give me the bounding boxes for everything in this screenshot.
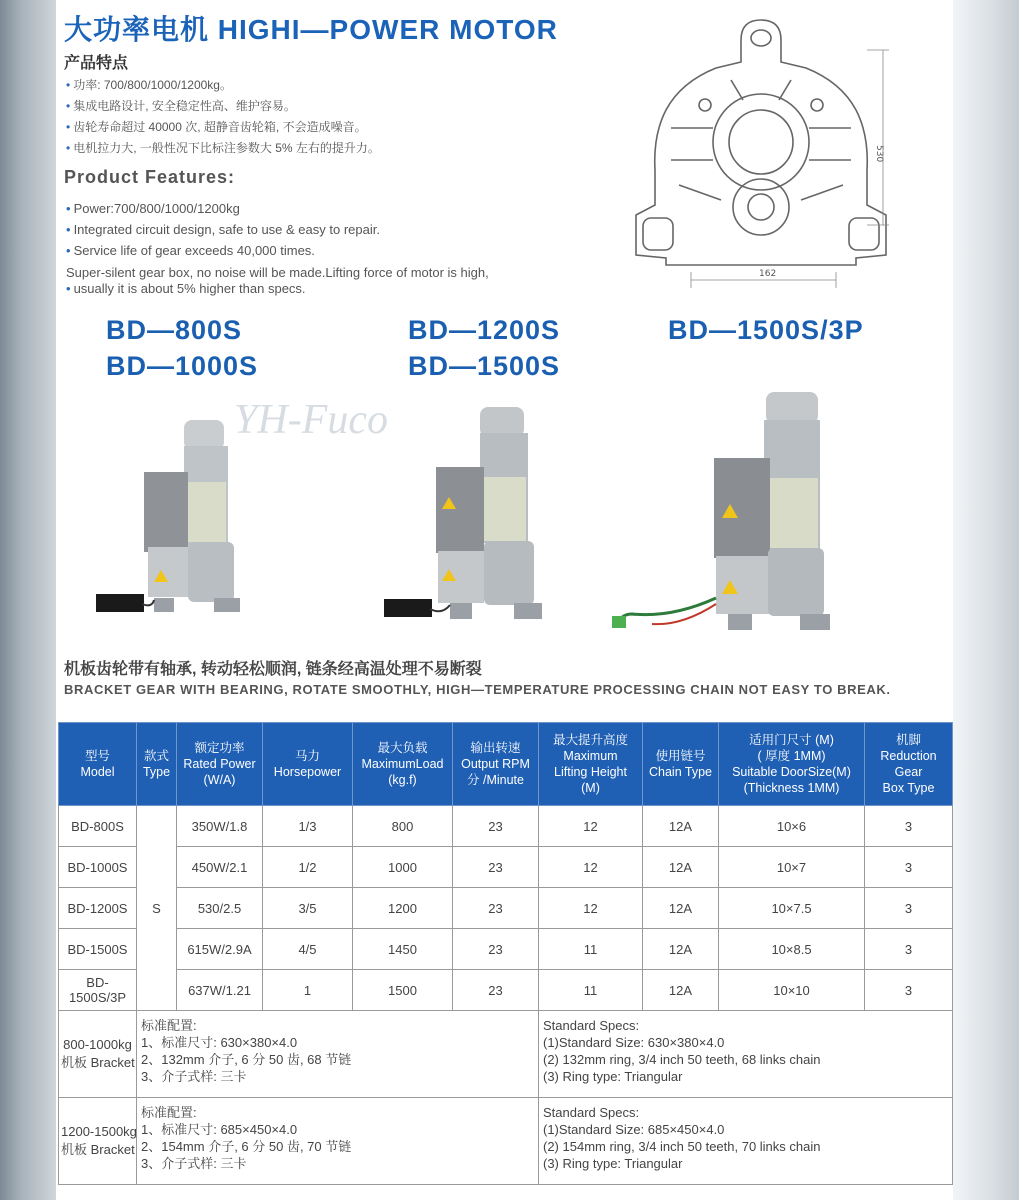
features-cn-heading: 产品特点: [64, 55, 129, 72]
list-item-line: • usually it is about 5% higher than specs.: [66, 281, 306, 296]
cell-rpm: 23: [453, 888, 539, 929]
spec-table: [58, 722, 953, 1185]
cell-height: 12: [539, 847, 643, 888]
table-row: [59, 806, 953, 847]
cell-load: 1500: [353, 970, 453, 1011]
page-edge-left: [0, 0, 56, 1200]
model-label-group3: BD—1500S/3P: [668, 315, 864, 345]
bracket-spec-en: Standard Specs: (1)Standard Size: 630×380×4.0 (2) 132mm ring, 3/4 inch 50 teeth, 68 links chain (3) Ring type: Triangular: [539, 1011, 953, 1098]
list-item: • 电机拉力大, 一般性况下比标注参数大 5% 左右的提升力。: [66, 141, 380, 155]
bracket-label: 800-1000kg 机板 Bracket: [59, 1011, 137, 1098]
header-output-rpm: 输出转速 Output RPM 分 /Minute: [453, 723, 539, 806]
bracket-spec-row: [59, 1098, 953, 1185]
drawing-bottom-circle: [733, 179, 789, 235]
cell-height: 12: [539, 806, 643, 847]
bullet-icon: •: [66, 78, 71, 92]
drawing-hole-left: [699, 99, 711, 111]
cell-hp: 4/5: [263, 929, 353, 970]
bracket-spec-cn: 标准配置: 1、标准尺寸: 685×450×4.0 2、154mm 介子, 6 分 50 齿, 70 节链 3、介子式样: 三卡: [137, 1098, 539, 1185]
bullet-icon: •: [66, 281, 71, 296]
cell-power: 350W/1.8: [177, 806, 263, 847]
drawing-hole-right: [811, 99, 823, 111]
cell-model: BD-800S: [59, 806, 137, 847]
cell-height: 12: [539, 888, 643, 929]
bracket-spec-en: Standard Specs: (1)Standard Size: 685×450×4.0 (2) 154mm ring, 3/4 inch 50 teeth, 70 links chain (3) Ring type: Triangular: [539, 1098, 953, 1185]
list-item-line: Super-silent gear box, no noise will be made.Lifting force of motor is high,: [66, 265, 489, 280]
cell-power: 530/2.5: [177, 888, 263, 929]
cell-type: S: [137, 806, 177, 1011]
cell-door: 10×6: [719, 806, 865, 847]
bullet-icon: •: [66, 222, 71, 237]
cell-hp: 3/5: [263, 888, 353, 929]
cell-door: 10×8.5: [719, 929, 865, 970]
cell-model: BD- 1500S/3P: [59, 970, 137, 1011]
catalog-page: [56, 0, 953, 1200]
cell-gear: 3: [865, 888, 953, 929]
page-edge-right: [953, 0, 1019, 1200]
header-horsepower: 马力 Horsepower: [263, 723, 353, 806]
motor-photo-bd1200s: [380, 405, 580, 633]
cell-model: BD-1200S: [59, 888, 137, 929]
cell-hp: 1/2: [263, 847, 353, 888]
list-item: • 功率: 700/800/1000/1200kg。: [66, 78, 232, 92]
cell-hp: 1: [263, 970, 353, 1011]
cell-chain: 12A: [643, 888, 719, 929]
motor-housing-drawing: [631, 10, 891, 300]
bullet-icon: •: [66, 243, 71, 258]
drawing-rib-top: [731, 80, 791, 100]
header-lifting-height: 最大提升高度 Maximum Lifting Height (M): [539, 723, 643, 806]
caption-cn: 机板齿轮带有轴承, 转动轻松顺润, 链条经高温处理不易断裂: [64, 661, 482, 678]
table-row: [59, 847, 953, 888]
cell-gear: 3: [865, 970, 953, 1011]
cell-door: 10×7.5: [719, 888, 865, 929]
cell-rpm: 23: [453, 929, 539, 970]
table-row: [59, 929, 953, 970]
cell-power: 450W/2.1: [177, 847, 263, 888]
cell-model: BD-1000S: [59, 847, 137, 888]
bullet-icon: •: [66, 141, 71, 155]
watermark: YH-Fuco: [234, 397, 388, 443]
header-max-load: 最大负载 MaximumLoad (kg.f): [353, 723, 453, 806]
model-label-group2: BD—1200S BD—1500S: [408, 315, 561, 381]
header-rated-power: 额定功率 Rated Power (W/A): [177, 723, 263, 806]
cell-door: 10×7: [719, 847, 865, 888]
table-header-row: [59, 723, 953, 806]
dim-height-label: 530: [874, 145, 884, 163]
cell-height: 11: [539, 929, 643, 970]
bullet-icon: •: [66, 201, 71, 216]
list-item: • Integrated circuit design, safe to use & easy to repair.: [66, 222, 380, 237]
motor-photo-bd1500s3p: [612, 388, 842, 636]
bullet-icon: •: [66, 99, 71, 113]
list-item: [66, 265, 596, 297]
drawing-main-circle: [713, 94, 809, 190]
cell-height: 11: [539, 970, 643, 1011]
caption-en: BRACKET GEAR WITH BEARING, ROTATE SMOOTHLY, HIGH—TEMPERATURE PROCESSING CHAIN NOT EASY TO BREAK.: [64, 682, 891, 697]
bracket-spec-row: [59, 1011, 953, 1098]
bracket-label: 1200-1500kg 机板 Bracket: [59, 1098, 137, 1185]
cell-gear: 3: [865, 929, 953, 970]
cell-chain: 12A: [643, 847, 719, 888]
list-item: • 齿轮寿命超过 40000 次, 超静音齿轮箱, 不会造成噪音。: [66, 120, 367, 134]
header-chain-type: 使用链号 Chain Type: [643, 723, 719, 806]
features-cn-list: [66, 75, 380, 159]
bullet-icon: •: [66, 120, 71, 134]
cell-rpm: 23: [453, 806, 539, 847]
cell-rpm: 23: [453, 970, 539, 1011]
cell-hp: 1/3: [263, 806, 353, 847]
cell-model: BD-1500S: [59, 929, 137, 970]
model-label-group1: BD—800S BD—1000S: [106, 315, 259, 381]
header-gear-box: 机脚 Reduction Gear Box Type: [865, 723, 953, 806]
cell-chain: 12A: [643, 806, 719, 847]
cell-chain: 12A: [643, 929, 719, 970]
drawing-inner-circle: [729, 110, 793, 174]
cell-load: 1450: [353, 929, 453, 970]
drawing-top-slot: [751, 30, 771, 46]
cell-gear: 3: [865, 847, 953, 888]
drawing-foot-left: [643, 218, 673, 250]
list-item: • Service life of gear exceeds 40,000 times.: [66, 243, 315, 258]
bracket-spec-cn: 标准配置: 1、标准尺寸: 630×380×4.0 2、132mm 介子, 6 分 50 齿, 68 节链 3、介子式样: 三卡: [137, 1011, 539, 1098]
list-item: • 集成电路设计, 安全稳定性高、维护容易。: [66, 99, 296, 113]
cell-load: 1200: [353, 888, 453, 929]
list-item: • Power:700/800/1000/1200kg: [66, 201, 240, 216]
cell-load: 1000: [353, 847, 453, 888]
cell-door: 10×10: [719, 970, 865, 1011]
features-en-list: [66, 198, 596, 297]
table-row: [59, 970, 953, 1011]
cell-power: 637W/1.21: [177, 970, 263, 1011]
cell-chain: 12A: [643, 970, 719, 1011]
table-row: [59, 888, 953, 929]
features-en-heading: Product Features:: [64, 167, 236, 187]
dim-width-label: 162: [759, 269, 777, 279]
cell-load: 800: [353, 806, 453, 847]
header-type: 款式 Type: [137, 723, 177, 806]
cell-gear: 3: [865, 806, 953, 847]
header-door-size: 适用门尺寸 (M) ( 厚度 1MM) Suitable DoorSize(M) (Thickness 1MM): [719, 723, 865, 806]
motor-photo-bd800s: [94, 412, 294, 630]
cell-power: 615W/2.9A: [177, 929, 263, 970]
header-model: 型号 Model: [59, 723, 137, 806]
cell-rpm: 23: [453, 847, 539, 888]
drawing-bottom-inner: [748, 194, 774, 220]
page-title: 大功率电机 HIGHI—POWER MOTOR: [64, 14, 558, 45]
drawing-foot-right: [849, 218, 879, 250]
